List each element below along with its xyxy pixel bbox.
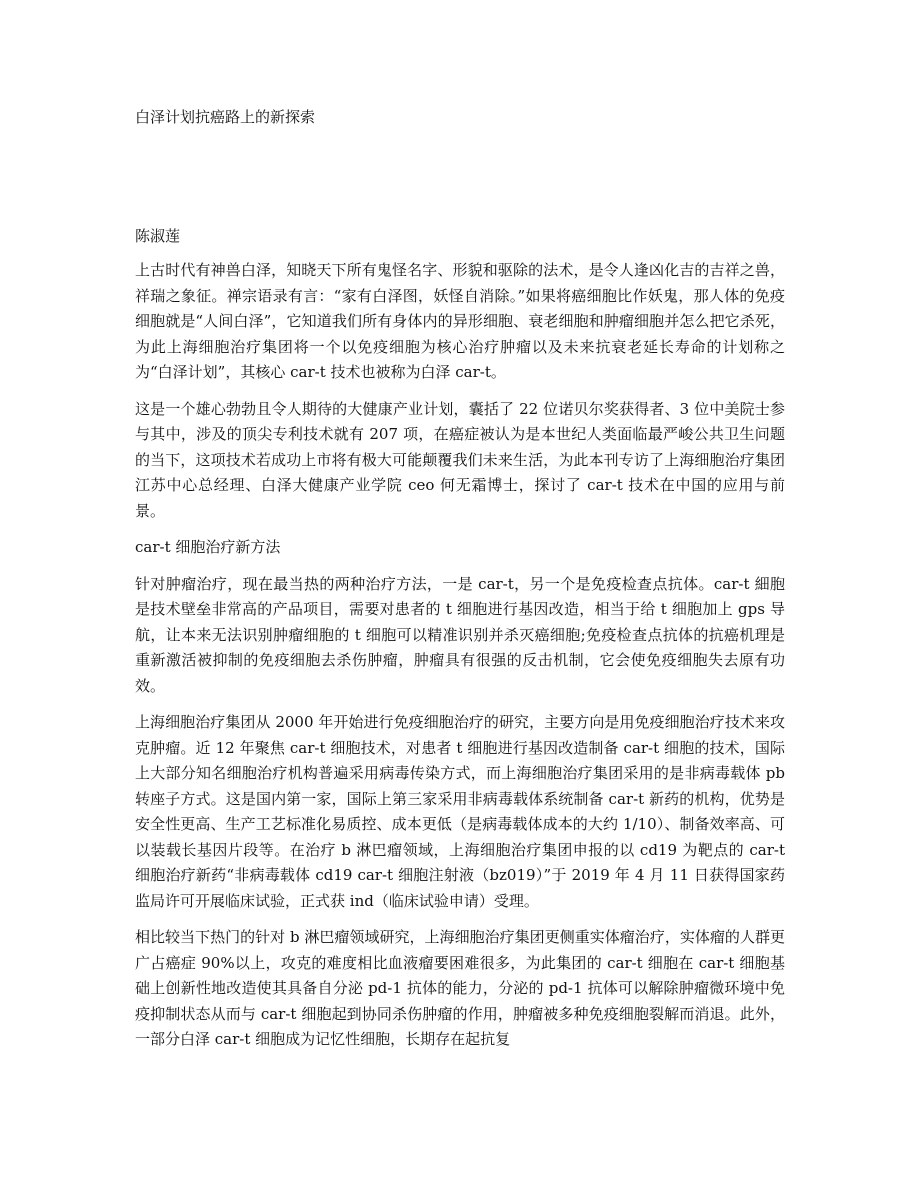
document-body (135, 258, 785, 1064)
document-title: 白泽计划抗癌路上的新探索 (135, 108, 316, 126)
section-heading: car-t 细胞治疗新方法 (135, 538, 281, 556)
paragraph-intro: 上古时代有神兽白泽，知晓天下所有鬼怪名字、形貌和驱除的法术，是令人逢凶化吉的吉祥之兽，祥瑞之象征。禅宗语录有言：“家有白泽图，妖怪自消除。”如果将癌细胞比作妖鬼，那人体的免疫细胞就是“人间白泽”，它知道我们所有身体内的异形细胞、衰老细胞和肿瘤细胞并怎么把它杀死，为此上海细胞治疗集团将一个以免疫细胞为核心治疗肿瘤以及未来抗衰老延长寿命的计划称之为“白泽计划”，其核心 car-t 技术也被称为白泽 car-t。 (135, 261, 785, 381)
paragraph-solid-tumor: 相比较当下热门的针对 b 淋巴瘤领域研究，上海细胞治疗集团更侧重实体瘤治疗，实体瘤的人群更广占癌症 90%以上，攻克的难度相比血液瘤要困难很多，为此集团的 car-t 细胞在 car-t 细胞基础上创新性地改造使其具备自分泌 pd-1 抗体的能力，分泌的 pd-1 抗体可以解除肿瘤微环境中免疫抑制状态从而与 car-t 细胞起到协同杀伤肿瘤的作用，肿瘤被多种免疫细胞裂解而消退。此外，一部分白泽 car-t 细胞成为记忆性细胞，长期存在起抗复 (135, 928, 785, 1048)
paragraph-methods: 针对肿瘤治疗，现在最当热的两种治疗方法，一是 car-t，另一个是免疫检查点抗体。car-t 細胞是技术壁垒非常高的产品项目，需要对患者的 t 细胞进行基因改造，相当于给 t 细胞加上 gps 导航，让本来无法识别肿瘤细胞的 t 细胞可以精准识别并杀灭癌细胞;免疫检查点抗体的抗癌机理是重新激活被抑制的免疫细胞去杀伤肿瘤，肿瘤具有很强的反击机制，它会使免疫细胞失去原有功效。 (135, 574, 785, 695)
paragraph-plan: 这是一个雄心勃勃且令人期待的大健康产业计划，囊括了 22 位诺贝尔奖获得者、3 位中美院士参与其中，涉及的顶尖专利技术就有 207 项，在癌症被认为是本世纪人类面临最严峻公共卫生问题的当下，这项技术若成功上市将有极大可能颠覆我们未来生活，为此本刊专访了上海细胞治疗集团江苏中心总经理、白泽大健康产业学院 ceo 何无霜博士，探讨了 car-t 技术在中国的应用与前景。 (135, 399, 785, 520)
paragraph-research: 上海细胞治疗集团从 2000 年开始进行免疫细胞治疗的研究，主要方向是用免疫细胞治疗技术来攻克肿瘤。近 12 年聚焦 car-t 细胞技术，对患者 t 细胞进行基因改造制备 car-t 细胞的技术，国际上大部分知名细胞治疗机构普遍采用病毒传染方式，而上海细胞治疗集团采用的是非病毒载体 pb 转座子方式。这是国内第一家，国际上第三家采用非病毒载体系统制备 car-t 新药的机构，优势是安全性更高、生产工艺标准化易质控、成本更低（是病毒载体成本的大约 1/10）、制备效率高、可以装载长基因片段等。在治疗 b 淋巴瘤领域，上海细胞治疗集团申报的以 cd19 为靶点的 car-t 细胞治疗新药“非病毒载体 cd19 car-t 细胞注射液（bz019）”于 2019 年 4 月 11 日获得国家药监局许可开展临床试验，正式获 ind（临床试验申请）受理。 (135, 713, 785, 910)
author-name: 陈淑莲 (135, 227, 181, 245)
